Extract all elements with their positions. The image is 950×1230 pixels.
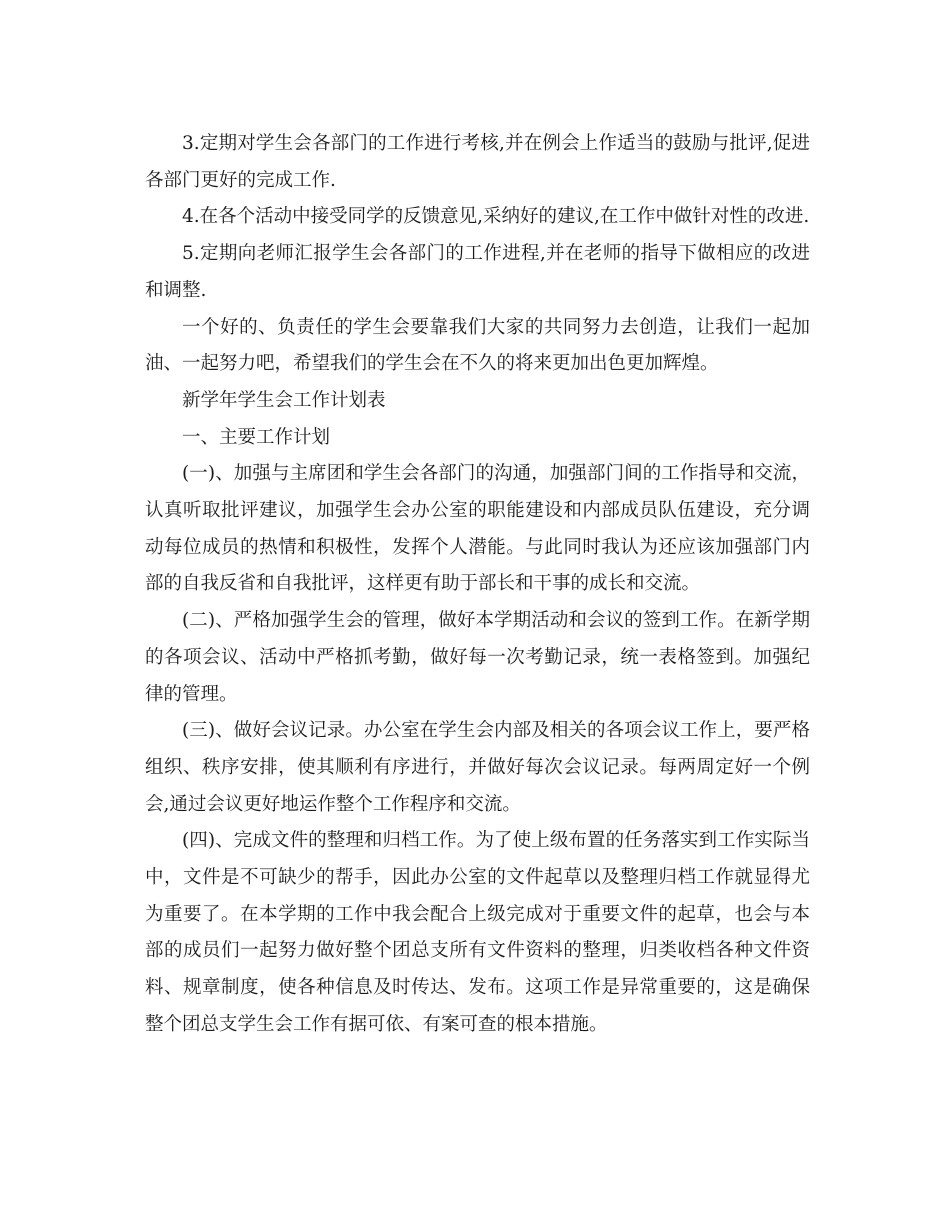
plan-item-3: (三)、做好会议记录。办公室在学生会内部及相关的各项会议工作上，要严格组织、秩序安排，使其顺利有序进行，并做好每次会议记录。每两周定好一个例会,通过会议更好地运作整个工作程序和交流。 [145, 720, 810, 815]
closing-paragraph: 一个好的、负责任的学生会要靠我们大家的共同努力去创造，让我们一起加油、一起努力吧，希望我们的学生会在不久的将来更加出色更加辉煌。 [145, 316, 810, 375]
paragraph-item-3: 3.定期对学生会各部门的工作进行考核,并在例会上作适当的鼓励与批评,促进各部门更好的完成工作. [145, 133, 810, 191]
plan-item-2: (二)、严格加强学生会的管理，做好本学期活动和会议的签到工作。在新学期的各项会议、活动中严格抓考勤，做好每一次考勤记录，统一表格签到。加强纪律的管理。 [145, 610, 810, 705]
paragraph-item-4: 4.在各个活动中接受同学的反馈意见,采纳好的建议,在工作中做针对性的改进. [182, 206, 810, 228]
section-heading: 一、主要工作计划 [182, 426, 331, 448]
plan-item-4: (四)、完成文件的整理和归档工作。为了使上级布置的任务落实到工作实际当中，文件是不可缺少的帮手，因此办公室的文件起草以及整理归档工作就显得尤为重要了。在本学期的工作中我会配合上级完成对于重要文件的起草，也会与本部的成员们一起努力做好整个团总支所有文件资料的整理，归类收档各种文件资料、规章制度，使各种信息及时传达、发布。这项工作是异常重要的，这是确保整个团总支学生会工作有据可依、有案可查的根本措施。 [145, 830, 810, 1035]
plan-item-1: (一)、加强与主席团和学生会各部门的沟通，加强部门间的工作指导和交流，认真听取批评建议，加强学生会办公室的职能建设和内部成员队伍建设，充分调动每位成员的热情和积极性，发挥个人潜能。与此同时我认为还应该加强部门内部的自我反省和自我批评，这样更有助于部长和干事的成长和交流。 [145, 463, 810, 595]
paragraph-item-5: 5.定期向老师汇报学生会各部门的工作进程,并在老师的指导下做相应的改进和调整. [145, 243, 810, 301]
document-body [145, 126, 810, 1044]
section-title: 新学年学生会工作计划表 [182, 389, 386, 411]
